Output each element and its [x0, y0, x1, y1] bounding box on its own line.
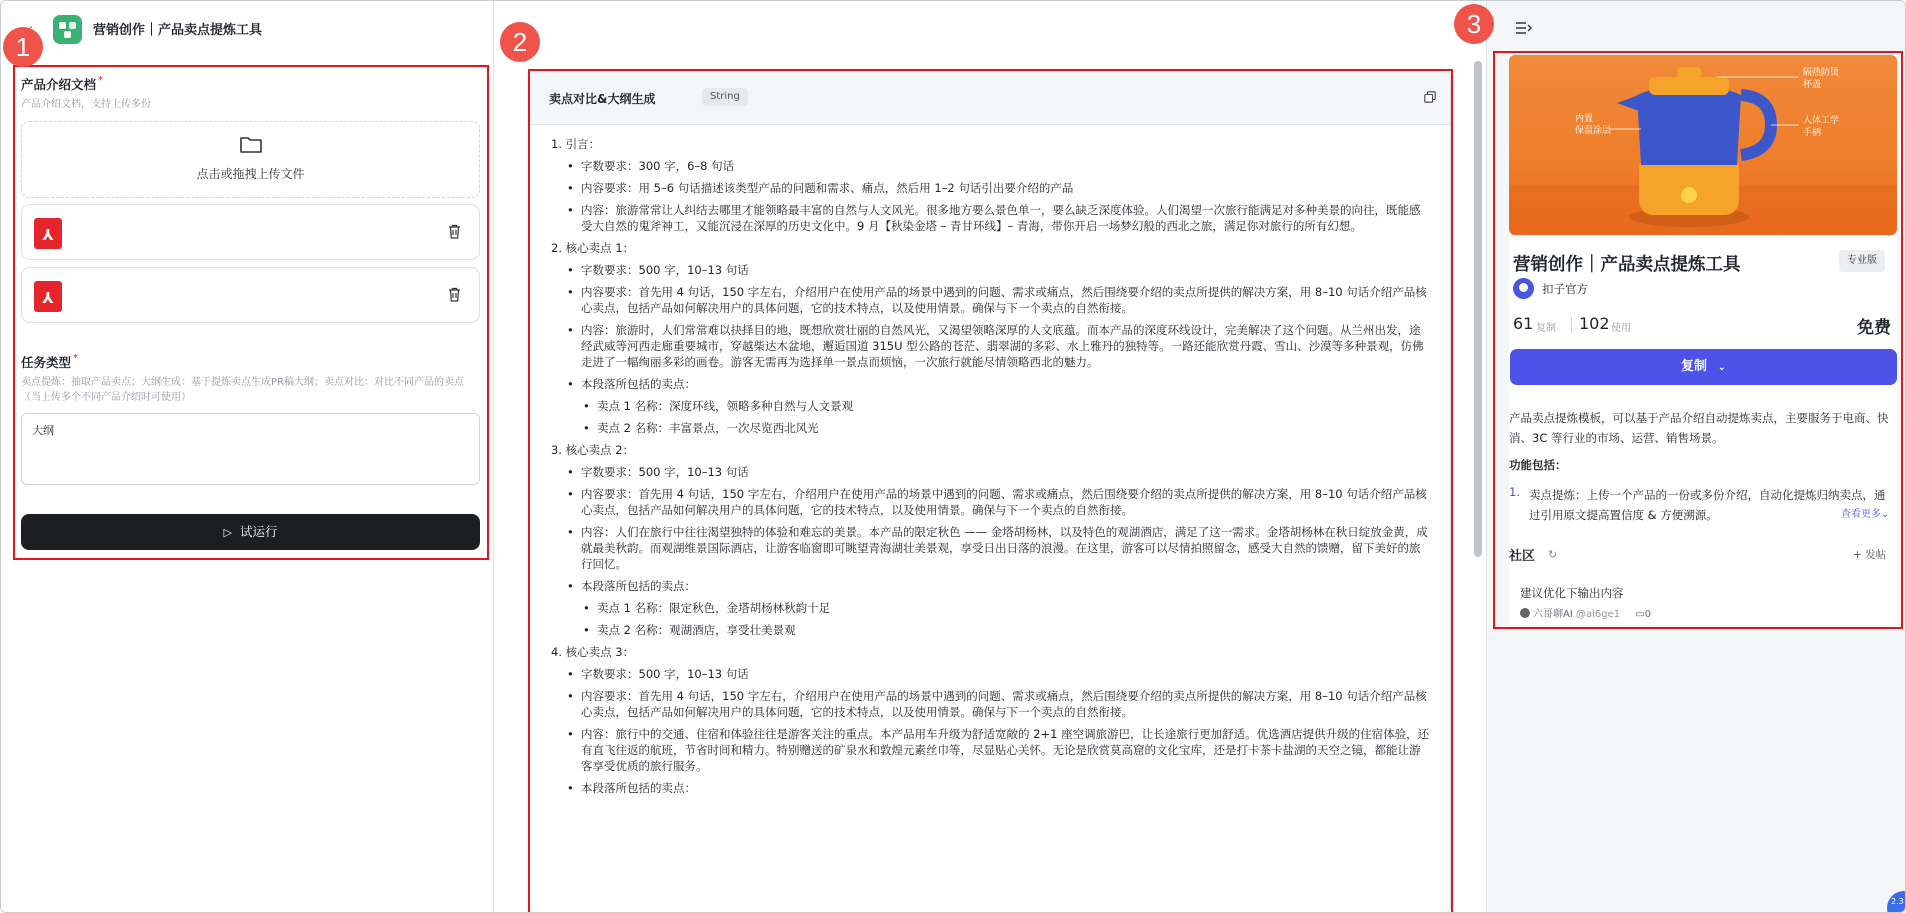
hero-label-lid: 隔热防烫杯盖 — [1803, 68, 1840, 90]
left-panel — [1, 1, 493, 913]
selling-points-heading: • 本段落所包括的卖点： — [551, 376, 1431, 392]
app-title: 营销创作｜产品卖点提炼工具 — [93, 23, 263, 38]
selling-points-heading: • 本段落所包括的卖点： — [551, 780, 1431, 796]
pdf-file-icon: ⅄ — [34, 218, 62, 249]
section-title: 2. 核心卖点 1： — [551, 241, 635, 255]
section-bullet: • 内容：人们在旅行中往往渴望独特的体验和难忘的美景。本产品的限定秋色 —— 金塔胡杨林，以及特色的观湖酒店，满足了这一需求。金塔胡杨林在秋日绽放金黄，成就最美秋韵。而观湖维景国际酒店，让游客临窗即可眺望青海湖壮美景观，享受日出日落的浪漫。在这里，游客可以尽情拍照留念，感受大自然的馈赠，留下美好的旅行回忆。 — [551, 524, 1431, 572]
feature-number: 1. — [1509, 485, 1520, 499]
section-bullet: • 内容：旅游时，人们常常难以抉择目的地，既想欣赏壮丽的自然风光，又渴望领略深厚的人文底蕴。而本产品的深度环线设计，完美解决了这个问题。从兰州出发，途经武威等河西走廊重要城市，穿越柴达木盆地，邂逅国道 315U 型公路的苍茫、翡翠湖的多彩、水上雅丹的独特等。一路还能欣赏丹霞、雪山、沙漠等多种景观，仿佛走进了一幅绚丽多彩的画卷。游客无需再为选择单一景点而烦恼，一次旅行就能尽情领略西北的魅力。 — [551, 322, 1431, 370]
selling-point-item: • 卖点 2 名称：观湖酒店，享受壮美景观 — [551, 622, 1431, 638]
copy-count-label: 复制 — [1536, 323, 1556, 334]
workflow-app-icon — [53, 15, 82, 44]
play-icon: ▷ — [223, 526, 232, 539]
section-title: 1. 引言： — [551, 137, 601, 151]
menu-collapse-icon[interactable] — [1515, 21, 1533, 35]
task-label-text: 任务类型 — [21, 355, 72, 370]
annotation-box-2 — [528, 69, 1453, 913]
post-author-handle: @ai6ge1 — [1575, 609, 1621, 620]
run-button-label: 试运行 — [239, 524, 278, 539]
see-more-label: 查看更多 — [1841, 509, 1881, 520]
selling-point-item: • 卖点 1 名称：深度环线，领略多种自然与人文景观 — [551, 398, 1431, 414]
uploaded-file-card[interactable] — [21, 204, 480, 260]
chevron-down-icon: ⌄ — [1717, 362, 1726, 373]
copy-button-label: 复制 — [1681, 359, 1708, 374]
upload-text: 点击或拖拽上传文件 — [196, 167, 305, 181]
feature-text: 卖点提炼：上传一个产品的一份或多份介绍，自动化提炼归纳卖点，通过引用原文提高置信度 & 方便溯源。 — [1529, 488, 1886, 522]
post-title[interactable]: 建议优化下输出内容 — [1520, 586, 1624, 600]
annotation-badge-2: 2 — [500, 22, 540, 62]
annotation-box-3 — [1493, 51, 1903, 629]
hero-label-coating: 内置保温涂层 — [1575, 114, 1612, 136]
selling-point-item: • 卖点 1 名称：限定秋色，金塔胡杨林秋韵十足 — [551, 600, 1431, 616]
chevron-down-icon: ⌄ — [1881, 509, 1890, 520]
test-run-button[interactable] — [21, 514, 480, 550]
section-title: 4. 核心卖点 3： — [551, 645, 635, 659]
pro-tag: 专业版 — [1839, 250, 1885, 272]
section-bullet: • 内容要求：用 5–6 句话描述该类型产品的问题和需求、痛点，然后用 1–2 句话引出要介绍的产品 — [551, 180, 1431, 196]
required-mark: * — [98, 75, 104, 86]
selling-points-heading: • 本段落所包括的卖点： — [551, 578, 1431, 594]
uploaded-file-card[interactable] — [21, 267, 480, 323]
use-count: 102 — [1579, 314, 1610, 333]
task-field-label — [21, 353, 78, 371]
section-bullet: • 内容：旅行中的交通、住宿和体验往往是游客关注的重点。本产品用车升级为舒适宽敞的 2+1 座空调旅游巴，让长途旅行更加舒适。优选酒店提供升级的住宿体验，还有直飞往返的航班，节省时间和精力。特别赠送的矿泉水和敦煌元素丝巾等，尽显贴心关怀。无论是欣赏莫高窟的文化宝库，还是打卡茶卡盐湖的天空之镜，都能让游客享受优质的旅行服务。 — [551, 726, 1431, 774]
use-count-label: 使用 — [1611, 323, 1631, 334]
template-description: 产品卖点提炼模板，可以基于产品介绍自动提炼卖点，主要服务于电商、快消、3C 等行业的市场、运营、销售场景。 — [1509, 411, 1889, 445]
comment-icon: ▭ — [1635, 609, 1645, 620]
section-bullet: • 内容：旅游常常让人纠结去哪里才能领略最丰富的自然与人文风光。很多地方要么景色单一，要么缺乏深度体验。人们渴望一次旅行能满足对多种美景的向往，既能感受大自然的鬼斧神工，又能沉浸在深厚的历史文化中。9 月【秋染金塔 – 青甘环线】– 青海，带你开启一场梦幻般的西北之旅，满足你对旅行的所有幻想。 — [551, 202, 1431, 234]
doc-hint: 产品介绍文档，支持上传多份 — [21, 99, 151, 110]
author-name[interactable]: 扣子官方 — [1542, 282, 1588, 296]
output-type-tag: String — [702, 88, 748, 106]
selling-point-item: • 卖点 2 名称：丰富景点，一次尽览西北风光 — [551, 420, 1431, 436]
folder-icon — [240, 135, 262, 153]
doc-field-label — [21, 75, 103, 93]
section-title: 3. 核心卖点 2： — [551, 443, 635, 457]
section-bullet: • 字数要求：500 字，10–13 句话 — [551, 464, 1431, 480]
file-upload-zone[interactable] — [21, 121, 480, 198]
annotation-badge-3: 3 — [1454, 4, 1494, 44]
section-bullet: • 内容要求：首先用 4 句话，150 字左右，介绍用户在使用产品的场景中遇到的问题、需求或痛点，然后围绕要介绍的卖点所提供的解决方案，用 8–10 句话介绍产品核心卖点，包括产品如何解决用户的具体问题，它的技术特点，以及使用情景。确保与下一个卖点的自然衔接。 — [551, 284, 1431, 316]
features-title: 功能包括： — [1509, 458, 1567, 472]
output-scrollbar[interactable] — [1474, 61, 1482, 557]
required-mark: * — [73, 353, 79, 364]
community-title: 社区 — [1509, 549, 1536, 564]
trash-icon[interactable] — [448, 224, 461, 239]
section-bullet: • 字数要求：500 字，10–13 句话 — [551, 666, 1431, 682]
corner-badge: 2.3 — [1887, 891, 1906, 913]
new-post-label: 发帖 — [1865, 549, 1887, 561]
copy-count: 61 — [1513, 314, 1534, 333]
doc-label-text: 产品介绍文档 — [21, 77, 97, 92]
refresh-icon[interactable]: ↻ — [1548, 548, 1558, 561]
section-bullet: • 内容要求：首先用 4 句话，150 字左右，介绍用户在使用产品的场景中遇到的问题、需求或痛点，然后围绕要介绍的卖点所提供的解决方案，用 8–10 句话介绍产品核心卖点，包括产品如何解决用户的具体问题，它的技术特点，以及使用情景。确保与下一个卖点的自然衔接。 — [551, 486, 1431, 518]
plus-icon: + — [1853, 549, 1866, 561]
section-bullet: • 字数要求：500 字，10–13 句话 — [551, 262, 1431, 278]
price-label: 免费 — [1857, 318, 1891, 338]
section-bullet: • 字数要求：300 字，6–8 句话 — [551, 158, 1431, 174]
task-hint: 卖点提炼：抽取产品卖点；大纲生成：基于提炼卖点生成PR稿大纲；卖点对比：对比不同产品的卖点（当上传多个不同产品介绍时可使用） — [21, 377, 464, 403]
top-bar — [1, 1, 493, 55]
pdf-file-icon: ⅄ — [34, 281, 62, 312]
output-title: 卖点对比&大纲生成 — [549, 92, 656, 106]
template-title: 营销创作｜产品卖点提炼工具 — [1513, 255, 1741, 275]
trash-icon[interactable] — [448, 287, 461, 302]
task-type-input[interactable]: 大纲 — [21, 413, 480, 485]
section-bullet: • 内容要求：首先用 4 句话，150 字左右，介绍用户在使用产品的场景中遇到的问题、需求或痛点，然后围绕要介绍的卖点所提供的解决方案，用 8–10 句话介绍产品核心卖点，包括产品如何解决用户的具体问题，它的技术特点，以及使用情景。确保与下一个卖点的自然衔接。 — [551, 688, 1431, 720]
comment-count: 0 — [1644, 609, 1652, 620]
annotation-badge-1: 1 — [3, 27, 43, 67]
hero-label-handle: 人体工学手柄 — [1803, 116, 1840, 138]
post-author: 六哥聊AI — [1533, 609, 1573, 620]
